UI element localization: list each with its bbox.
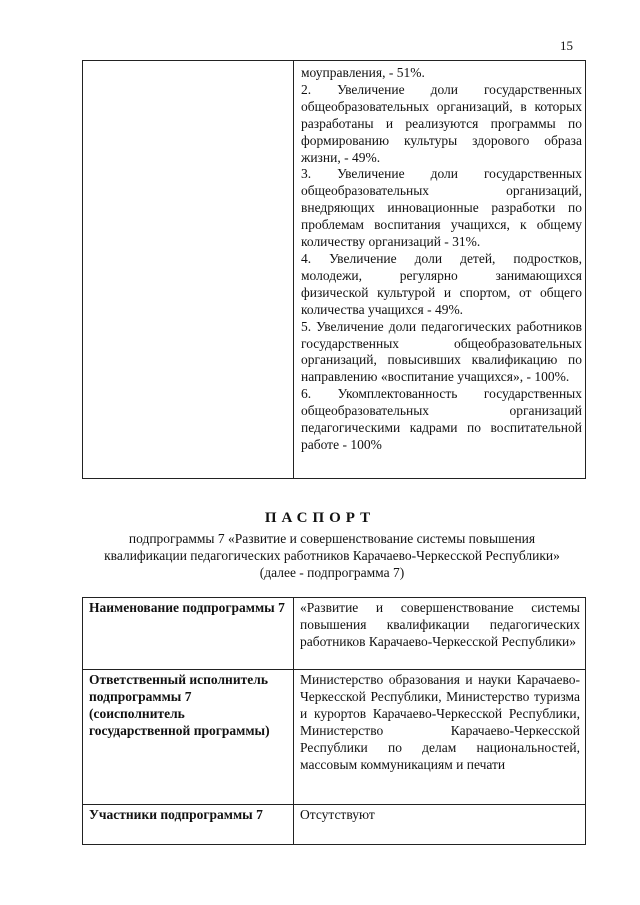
row-label: Ответственный исполнитель подпрограммы 7 (соисполнитель государственной программы) (83, 670, 294, 805)
table-row (83, 805, 586, 845)
indicator-item: 3. Увеличение доли государственных общеобразовательных организаций, внедряющих инновационные разработки по проблемам воспитания учащихся, к общему количеству организаций - 31%. (301, 166, 582, 250)
passport-title: ПАСПОРТ (264, 510, 376, 526)
column-divider (293, 61, 294, 478)
table-row (83, 598, 586, 670)
row-value: «Развитие и совершенствование системы повышения квалификации педагогических работников Карачаево-Черкесской Республики» (294, 598, 586, 670)
passport-table (82, 597, 586, 845)
row-label: Наименование подпрограммы 7 (83, 598, 294, 670)
row-label: Участники подпрограммы 7 (83, 805, 294, 845)
indicators-cell (301, 65, 582, 454)
page-number: 15 (560, 38, 573, 53)
indicator-item: 5. Увеличение доли педагогических работников государственных общеобразовательных организаций, повысивших квалификацию по направлению «воспитание учащихся», - 100%. (301, 318, 582, 385)
row-value: Министерство образования и науки Карачаево-Черкесской Республики, Министерство туризма и курортов Карачаево-Черкесской Республики, Министерство Карачаево-Черкесской Республики по делам национальностей, массовым коммуникациям и печати (294, 670, 586, 805)
passport-subtitle: подпрограммы 7 «Развитие и совершенствование системы повышения квалификации педагогических работников Карачаево-Черкесской Республики» (далее - подпрограмма 7) (104, 531, 560, 580)
row-value: Отсутствуют (294, 805, 586, 845)
indicator-item: моуправления, - 51%. (301, 65, 425, 80)
indicators-table-continuation (82, 60, 586, 479)
indicator-item: 2. Увеличение доли государственных общеобразовательных организаций, в которых разработаны и реализуются программы по формированию культуры здорового образа жизни, - 49%. (301, 81, 582, 165)
indicator-item: 6. Укомплектованность государственных общеобразовательных организаций педагогическими кадрами по воспитательной работе - 100% (301, 386, 582, 452)
table-row (83, 670, 586, 805)
indicator-item: 4. Увеличение доли детей, подростков, молодежи, регулярно занимающихся физической культурой и спортом, от общего количества учащихся - 49%. (301, 250, 582, 317)
